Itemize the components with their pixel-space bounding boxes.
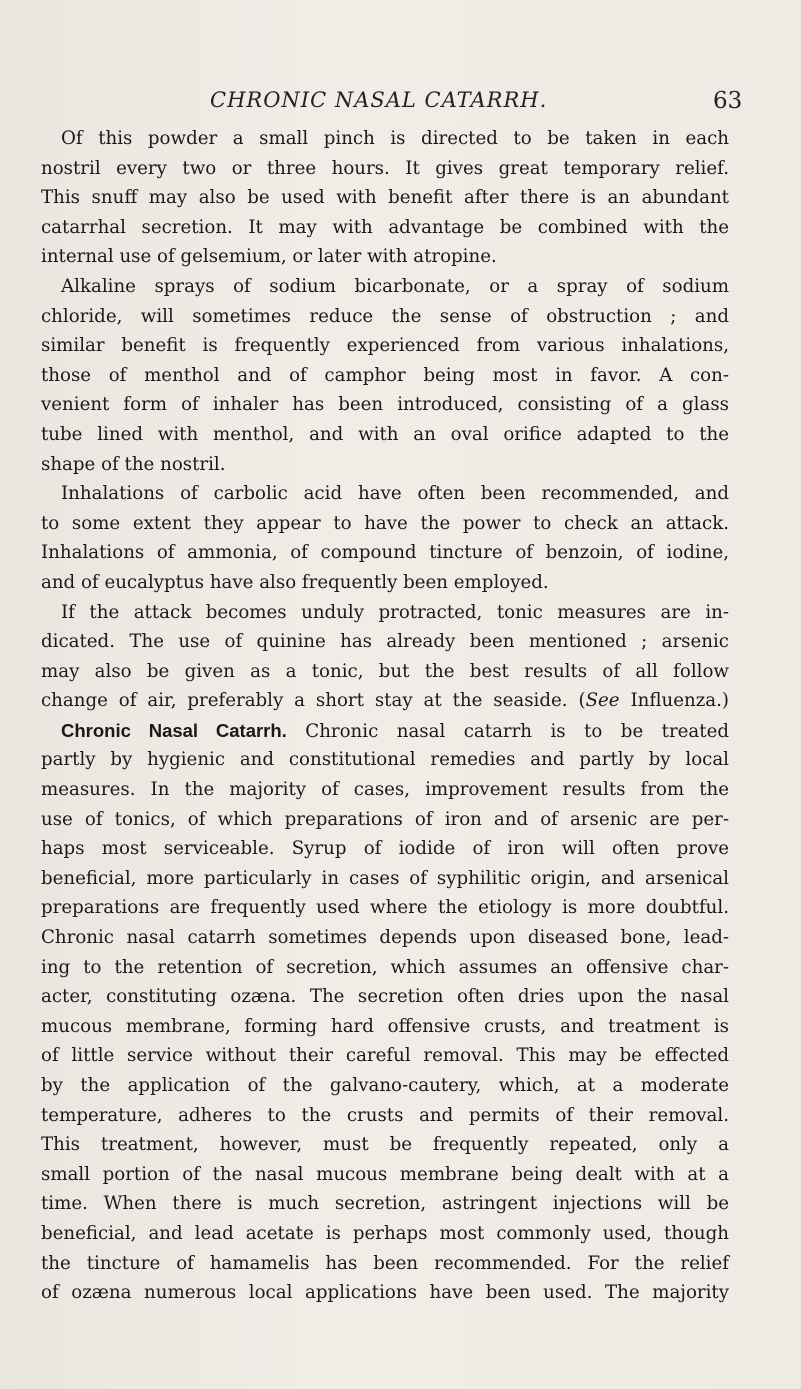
text-line: Alkaline sprays of sodium bicarbonate, or a spray of sodium — [61, 275, 729, 297]
text-line: may also be given as a tonic, but the best results of all follow — [41, 660, 729, 682]
text-line: use of tonics, of which preparations of iron and of arsenic are per- — [41, 808, 729, 830]
text-fragment: change of air, preferably a short stay at the seaside. ( — [41, 690, 586, 712]
text-line: time. When there is much secretion, astringent injections will be — [41, 1193, 729, 1215]
text-line: the tincture of hamamelis has been recommended. For the relief — [41, 1252, 729, 1274]
text-line: partly by hygienic and constitutional remedies and partly by local — [41, 749, 729, 771]
text-line: Of this powder a small pinch is directed to be taken in each — [61, 128, 729, 149]
text-line: and of eucalyptus have also frequently been employed. — [41, 571, 549, 593]
text-line: similar benefit is frequently experienced from various inhalations, — [41, 335, 729, 357]
text-line: nostril every two or three hours. It gives great temporary relief. — [41, 157, 729, 179]
running-title: CHRONIC NASAL CATARRH. — [210, 88, 548, 112]
text-line: of little service without their careful removal. This may be effected — [41, 1045, 729, 1067]
text-line: Chronic nasal catarrh sometimes depends upon diseased bone, lead- — [41, 927, 729, 949]
text-line: This treatment, however, must be frequently repeated, only a — [41, 1134, 729, 1156]
text-line: beneficial, and lead acetate is perhaps most commonly used, though — [41, 1222, 729, 1244]
text-fragment: Influenza.) — [619, 690, 729, 712]
text-line: acter, constituting ozæna. The secretion often dries upon the nasal — [41, 986, 729, 1008]
text-line: Inhalations of carbolic acid have often been recommended, and — [61, 483, 729, 505]
text-line: internal use of gelsemium, or later with atropine. — [41, 246, 497, 268]
text-line: tube lined with menthol, and with an oval orifice adapted to the — [41, 423, 729, 445]
see-reference: See — [585, 690, 620, 712]
text-line: catarrhal secretion. It may with advantage be combined with the — [41, 216, 729, 238]
text-line: This snuff may also be used with benefit after there is an abundant — [41, 187, 729, 209]
body-text — [41, 124, 729, 1308]
text-line: chloride, will sometimes reduce the sense of obstruction ; and — [41, 305, 729, 327]
text-line: shape of the nostril. — [41, 453, 226, 475]
text-line: mucous membrane, forming hard offensive crusts, and treatment is — [41, 1015, 729, 1037]
text-line — [41, 716, 729, 746]
text-line — [41, 686, 729, 716]
text-line: beneficial, more particularly in cases of syphilitic origin, and arsenical — [41, 867, 729, 889]
text-line: ing to the retention of secretion, which assumes an offensive char- — [41, 956, 729, 978]
text-fragment: Chronic nasal catarrh is to be treated — [286, 720, 729, 742]
page-number: 63 — [713, 88, 743, 114]
text-line: haps most serviceable. Syrup of iodide of iron will often prove — [41, 838, 729, 860]
text-line: If the attack becomes unduly protracted, tonic measures are in- — [61, 601, 729, 623]
text-line: temperature, adheres to the crusts and permits of their removal. — [41, 1104, 729, 1126]
text-line: Inhalations of ammonia, of compound tincture of benzoin, of iodine, — [41, 542, 729, 564]
text-line: by the application of the galvano-cautery, which, at a moderate — [41, 1075, 729, 1096]
text-line: preparations are frequently used where the etiology is more doubtful. — [41, 897, 729, 919]
text-line: dicated. The use of quinine has already been mentioned ; arsenic — [41, 631, 729, 653]
text-line: small portion of the nasal mucous membrane being dealt with at a — [41, 1163, 729, 1185]
text-line: of ozæna numerous local applications have been used. The majority — [41, 1282, 729, 1304]
page-header — [0, 88, 801, 118]
text-line: those of menthol and of camphor being most in favor. A con- — [41, 364, 729, 386]
text-line: to some extent they appear to have the power to check an attack. — [41, 512, 729, 534]
section-heading: Chronic Nasal Catarrh. — [61, 719, 287, 741]
text-line: measures. In the majority of cases, improvement results from the — [41, 779, 729, 801]
text-line: venient form of inhaler has been introduced, consisting of a glass — [41, 394, 729, 416]
